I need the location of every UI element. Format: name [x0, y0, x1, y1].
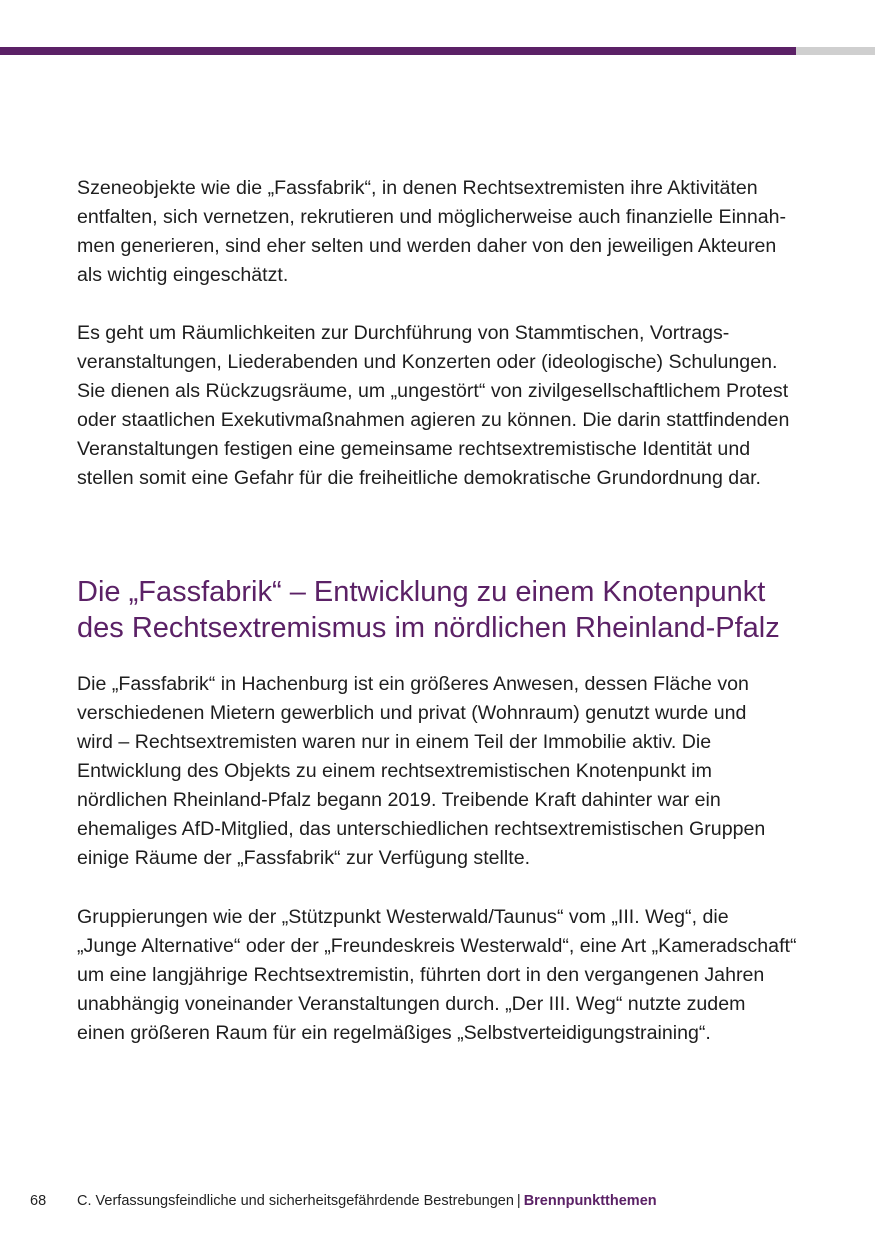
paragraph-line: men generieren, sind eher selten und werden daher von den jeweiligen Akteuren: [77, 235, 777, 257]
paragraph-line: um eine langjährige Rechtsextremistin, führten dort in den vergangenen Jahren: [77, 964, 765, 986]
paragraph-line: einen größeren Raum für ein regelmäßiges „Selbstverteidigungstraining“.: [77, 1022, 711, 1044]
paragraph-line: als wichtig eingeschätzt.: [77, 264, 289, 286]
paragraph-gruppierungen: [77, 903, 803, 1048]
paragraph-line: wird – Rechtsextremisten waren nur in einem Teil der Immobilie aktiv. Die: [77, 731, 712, 753]
paragraph-hachenburg: [77, 670, 803, 873]
page-footer: [0, 1191, 875, 1211]
footer-running-title: [77, 1191, 657, 1211]
paragraph-raeumlichkeiten: [77, 319, 803, 493]
footer-topic: Brennpunktthemen: [523, 1193, 657, 1209]
heading-line: des Rechtsextremismus im nördlichen Rheinland-Pfalz: [77, 612, 780, 644]
paragraph-line: verschiedenen Mietern gewerblich und privat (Wohnraum) genutzt wurde und: [77, 702, 747, 724]
paragraph-line: unabhängig voneinander Veranstaltungen durch. „Der III. Weg“ nutzte zudem: [77, 993, 746, 1015]
paragraph-line: einige Räume der „Fassfabrik“ zur Verfügung stellte.: [77, 847, 531, 869]
paragraph-line: Entwicklung des Objekts zu einem rechtsextremistischen Knotenpunkt im: [77, 760, 712, 782]
header-grey-bar: [796, 47, 875, 55]
paragraph-line: Es geht um Räumlichkeiten zur Durchführung von Stammtischen, Vortrags-: [77, 322, 730, 344]
paragraph-line: Die „Fassfabrik“ in Hachenburg ist ein größeres Anwesen, dessen Fläche von: [77, 673, 749, 695]
footer-chapter: C. Verfassungsfeindliche und sicherheitsgefährdende Bestrebungen: [77, 1193, 514, 1209]
paragraph-line: Sie dienen als Rückzugsräume, um „ungestört“ von zivilgesellschaftlichem Protest: [77, 380, 789, 402]
heading-line: Die „Fassfabrik“ – Entwicklung zu einem Knotenpunkt: [77, 576, 766, 608]
paragraph-line: „Junge Alternative“ oder der „Freundeskreis Westerwald“, eine Art „Kameradschaft“: [77, 935, 797, 957]
paragraph-szeneobjekte: [77, 174, 803, 290]
page-number: 68: [30, 1193, 47, 1209]
paragraph-line: oder staatlichen Exekutivmaßnahmen agieren zu können. Die darin stattfindenden: [77, 409, 790, 431]
paragraph-line: nördlichen Rheinland-Pfalz begann 2019. Treibende Kraft dahinter war ein: [77, 789, 721, 811]
paragraph-line: entfalten, sich vernetzen, rekrutieren und möglicherweise auch finanzielle Einnah-: [77, 206, 787, 228]
footer-separator: |: [516, 1193, 521, 1209]
paragraph-line: veranstaltungen, Liederabenden und Konzerten oder (ideologische) Schulungen.: [77, 351, 778, 373]
section-heading: [77, 574, 817, 646]
paragraph-line: Szeneobjekte wie die „Fassfabrik“, in denen Rechtsextremisten ihre Aktivitäten: [77, 177, 758, 199]
paragraph-line: stellen somit eine Gefahr für die freiheitliche demokratische Grundordnung dar.: [77, 467, 761, 489]
paragraph-line: Veranstaltungen festigen eine gemeinsame rechtsextremistische Identität und: [77, 438, 751, 460]
header-accent-bar: [0, 47, 796, 55]
paragraph-line: ehemaliges AfD-Mitglied, das unterschiedlichen rechtsextremistischen Gruppen: [77, 818, 766, 840]
paragraph-line: Gruppierungen wie der „Stützpunkt Westerwald/Taunus“ vom „III. Weg“, die: [77, 906, 729, 928]
